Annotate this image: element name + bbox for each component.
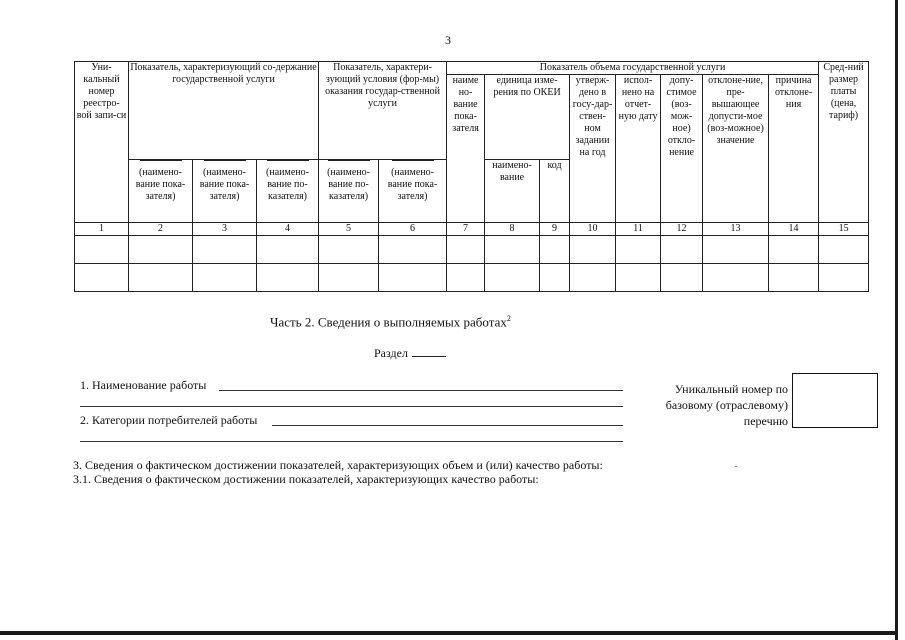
subheader-unit-name: наимено-вание [485, 160, 540, 223]
column-number: 14 [769, 223, 819, 236]
header-volume-indicator: Показатель объема государственной услуги [447, 62, 819, 75]
header-average-fee: Сред-ний размер платы (цена, тариф) [819, 62, 869, 223]
table-row [75, 264, 869, 292]
part-title: Часть 2. Сведения о выполняемых работах$^2$ [270, 314, 511, 330]
header-unit-okei: единица изме-рения по ОКЕИ [485, 75, 570, 160]
work-name-line-2[interactable] [80, 406, 623, 407]
consumer-categories-line-2[interactable] [80, 441, 623, 442]
header-content-indicator: Показатель, характеризующий со-держание государственной услуги [129, 62, 319, 160]
work-name-label: 1. Наименование работы [80, 378, 207, 392]
subheader-indicator-d: (наимено-вание по-казателя) [319, 160, 379, 223]
column-number: 3 [193, 223, 257, 236]
subheader-unit-code: код [540, 160, 570, 223]
consumer-categories-label: 2. Категории потребителей работы [80, 413, 258, 427]
header-condition-indicator: Показатель, характери-зующий условия (фор-мы) оказания государ-ственной услуги [319, 62, 447, 160]
section-number-blank[interactable] [412, 346, 446, 357]
page-right-border [895, 0, 898, 640]
column-number: 2 [129, 223, 193, 236]
subheader-indicator-b: (наимено-вание пока-зателя) [193, 160, 257, 223]
column-number: 4 [257, 223, 319, 236]
scan-speck [735, 466, 737, 467]
column-number: 15 [819, 223, 869, 236]
column-number: 12 [661, 223, 703, 236]
subheader-indicator-c: (наимено-вание по-казателя) [257, 160, 319, 223]
header-deviation-reason: причина отклоне-ния [769, 75, 819, 223]
column-number: 1 [75, 223, 129, 236]
item-3-text: 3. Сведения о фактическом достижении показателей, характеризующих объем и (или) качество работы: [73, 458, 603, 472]
header-unique-record: Уни-кальный номер реестро-вой запи-си [75, 62, 129, 223]
header-allowed-deviation: допу-стимое (воз-мож-ное) откло-нение [661, 75, 703, 223]
table-row [75, 236, 869, 264]
column-number: 7 [447, 223, 485, 236]
header-executed: испол-нено на отчет-ную дату [616, 75, 661, 223]
section-label: Раздел [374, 346, 446, 361]
header-approved: утверж-дено в госу-дар-ствен-ном задании на год [570, 75, 616, 223]
column-number: 5 [319, 223, 379, 236]
column-number: 9 [540, 223, 570, 236]
unique-number-label: Уникальный номер по базовому (отраслевому) перечню [665, 382, 788, 428]
column-number: 8 [485, 223, 540, 236]
header-indicator-name: наиме но-вание пока-зателя [447, 75, 485, 223]
page-bottom-border [0, 631, 898, 635]
column-number: 13 [703, 223, 769, 236]
header-exceeding-deviation: отклоне-ние, пре-вышающее допусти-мое (воз-можное) значение [703, 75, 769, 223]
column-number: 10 [570, 223, 616, 236]
unique-number-box[interactable] [792, 373, 878, 428]
subheader-indicator-a: (наимено-вание пока-зателя) [129, 160, 193, 223]
page-number: 3 [445, 33, 451, 47]
work-name-line[interactable] [219, 390, 623, 391]
column-number: 11 [616, 223, 661, 236]
part-title-footnote: 2 [506, 314, 511, 323]
consumer-categories-line[interactable] [272, 425, 623, 426]
item-3-1-text: 3.1. Сведения о фактическом достижении показателей, характеризующих качество работы: [73, 472, 539, 486]
subheader-indicator-e: (наимено-вание пока-зателя) [379, 160, 447, 223]
service-volume-table [74, 61, 869, 292]
column-number: 6 [379, 223, 447, 236]
